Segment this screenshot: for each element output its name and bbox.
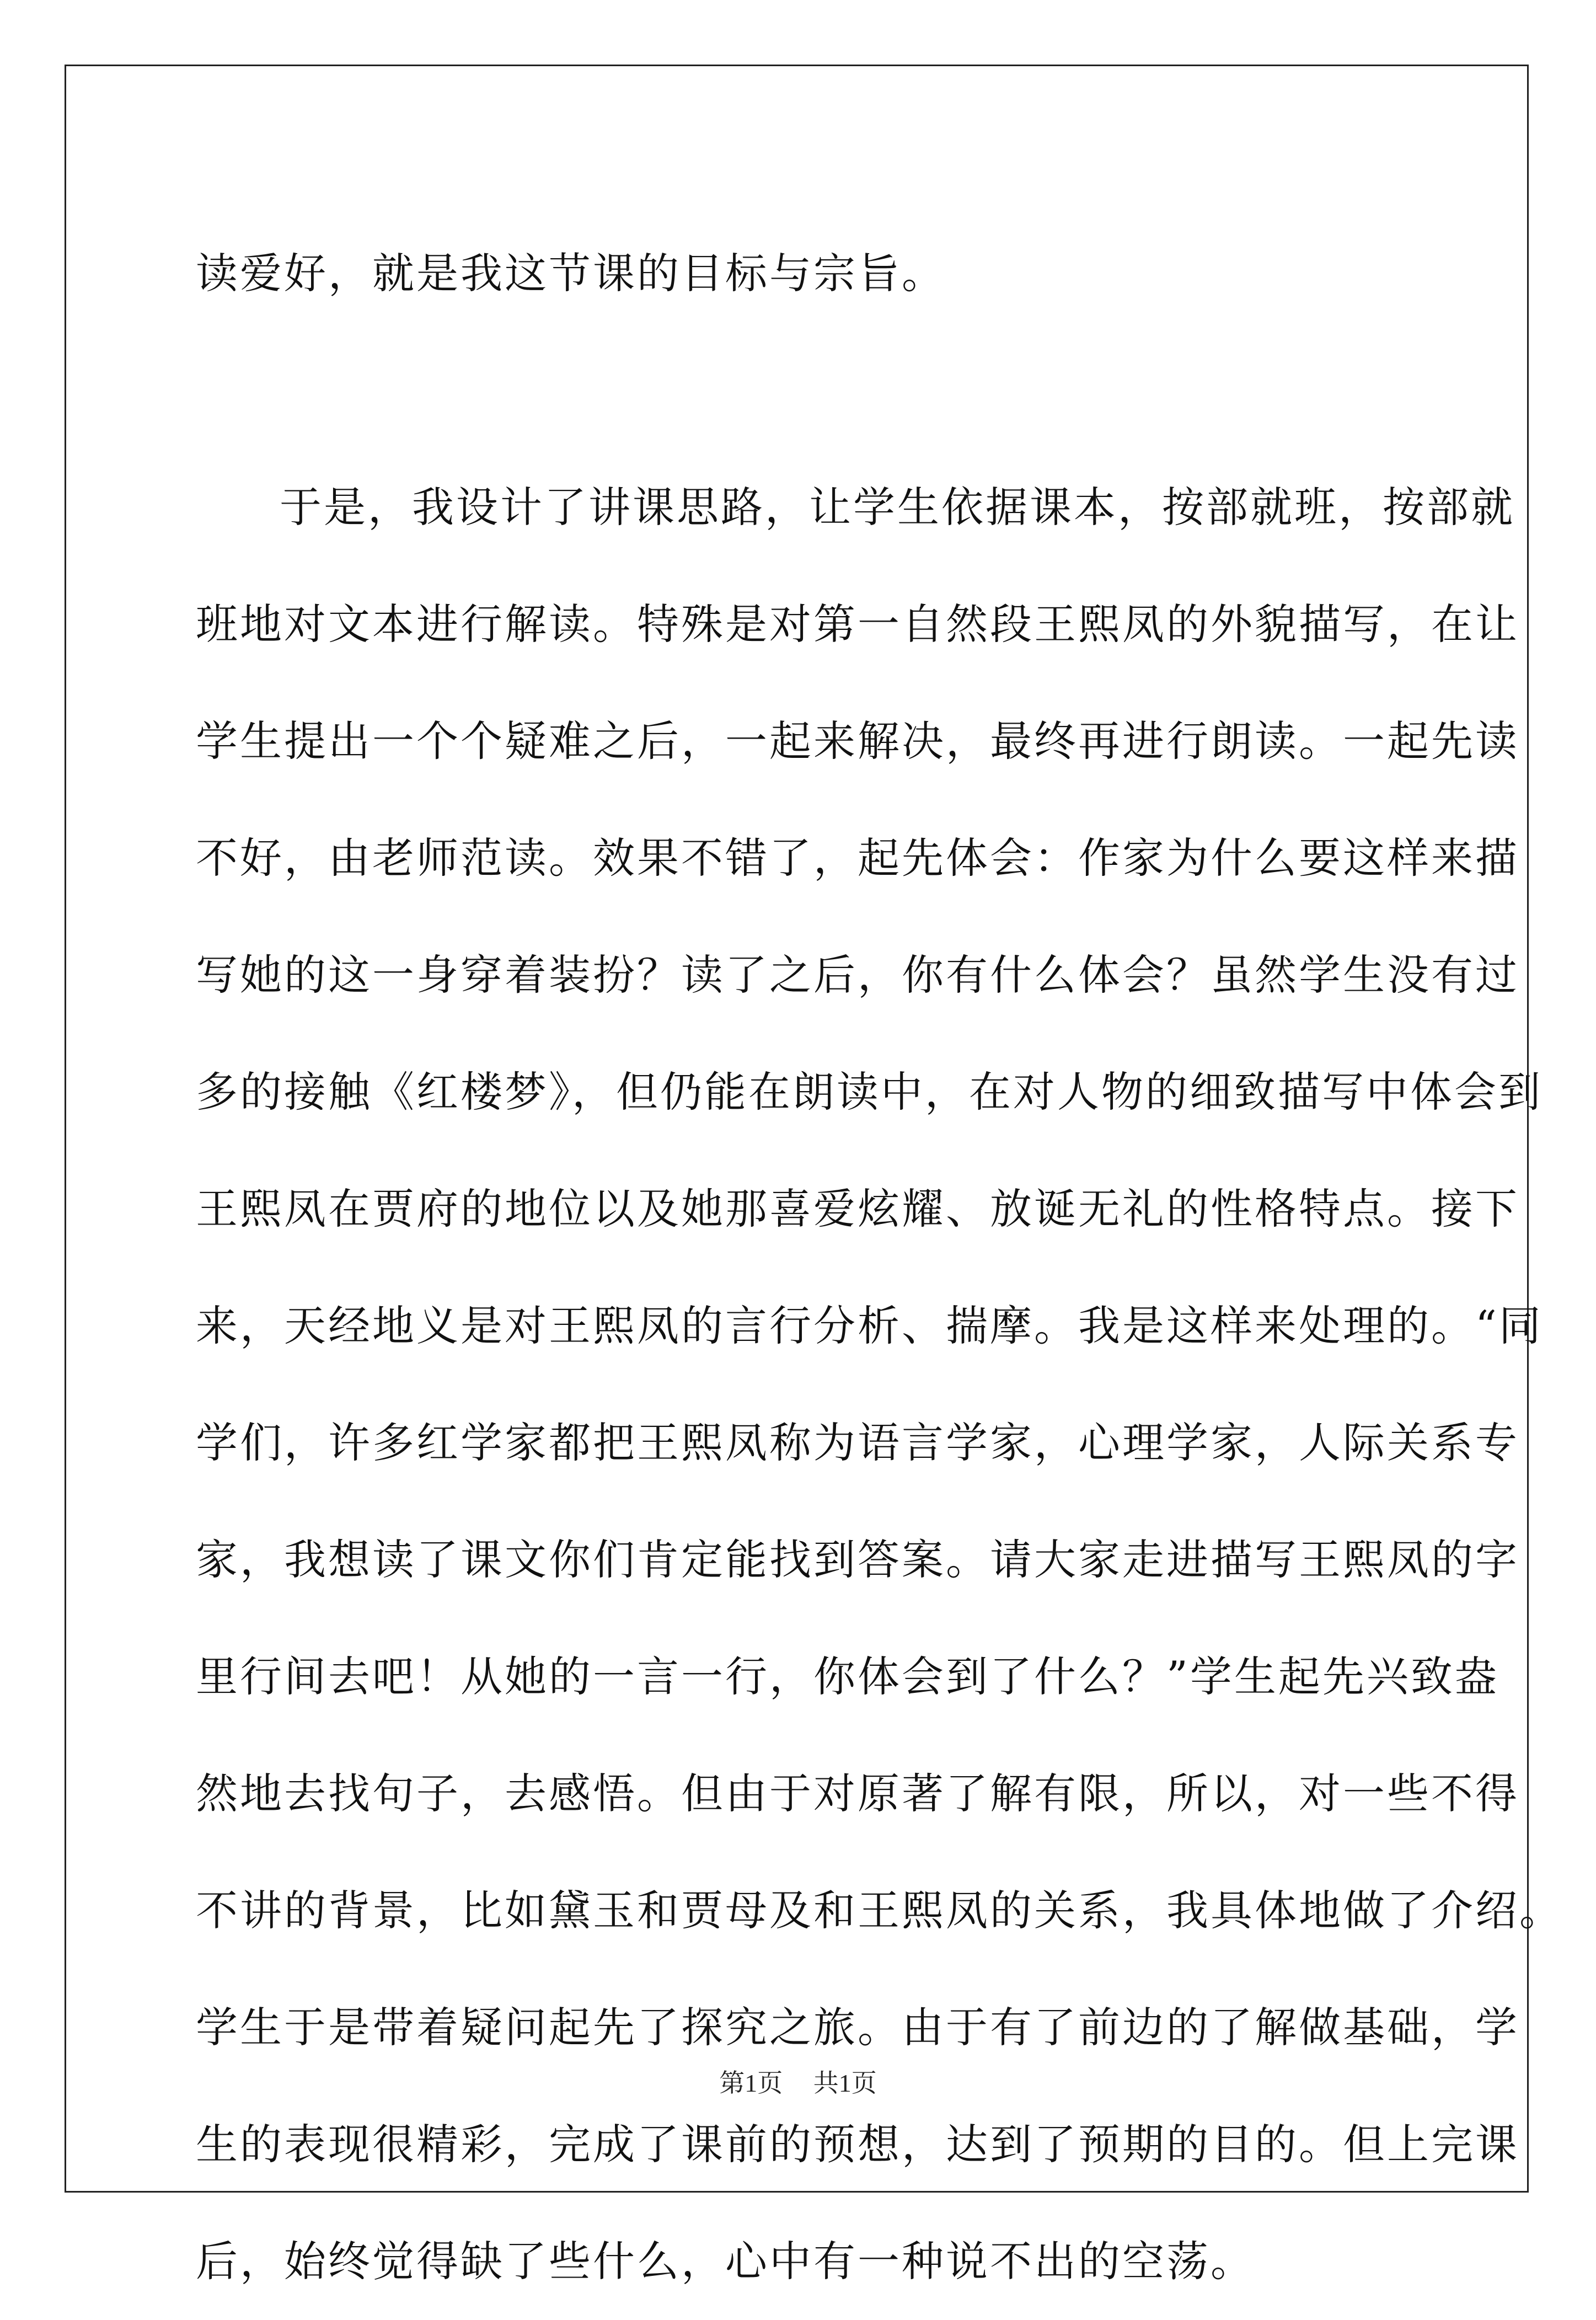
- text-line: 不好，由老师范读。效果不错了，起先体会：作家为什么要这样来描: [196, 833, 1519, 883]
- text-line: 家，我想读了课文你们肯定能找到答案。请大家走进描写王熙凤的字: [196, 1535, 1519, 1584]
- text-line: 学们，许多红学家都把王熙凤称为语言学家，心理学家，人际关系专: [196, 1418, 1519, 1467]
- page-footer: [0, 2063, 1596, 2099]
- text-line: 王熙凤在贾府的地位以及她那喜爱炫耀、放诞无礼的性格特点。接下: [196, 1184, 1519, 1233]
- page-number: 第1页: [719, 2069, 783, 2097]
- text-line: 里行间去吧！从她的一言一行，你体会到了什么？”学生起先兴致盎: [196, 1652, 1499, 1701]
- text-line: 学生提出一个个疑难之后，一起来解决，最终再进行朗读。一起先读: [196, 717, 1519, 766]
- text-line: 不讲的背景，比如黛玉和贾母及和王熙凤的关系，我具体地做了介绍。: [196, 1886, 1563, 1935]
- text-line: 学生于是带着疑问起先了探究之旅。由于有了前边的了解做基础，学: [196, 2003, 1519, 2052]
- document-body: [196, 215, 1563, 2320]
- text-line: 多的接触《红楼梦》，但仍能在朗读中，在对人物的细致描写中体会到: [196, 1067, 1543, 1116]
- text-line: 班地对文本进行解读。特殊是对第一自然段王熙凤的外貌描写，在让: [196, 600, 1519, 649]
- text-line: 来，天经地义是对王熙凤的言行分析、揣摩。我是这样来处理的。“同: [196, 1301, 1543, 1350]
- text-line: 读爱好，就是我这节课的目标与宗旨。: [196, 249, 946, 298]
- text-line: 后，始终觉得缺了些什么，心中有一种说不出的空荡。: [196, 2237, 1255, 2286]
- text-line: 生的表现很精彩，完成了课前的预想，达到了预期的目的。但上完课: [196, 2120, 1519, 2169]
- paragraph-gap: [196, 332, 1431, 449]
- page-total: 共1页: [813, 2069, 877, 2097]
- text-line: 写她的这一身穿着装扮？读了之后，你有什么体会？虽然学生没有过: [196, 950, 1519, 999]
- text-line: 于是，我设计了讲课思路，让学生依据课本，按部就班，按部就: [280, 483, 1515, 532]
- text-line: 然地去找句子，去感悟。但由于对原著了解有限，所以，对一些不得: [196, 1769, 1519, 1818]
